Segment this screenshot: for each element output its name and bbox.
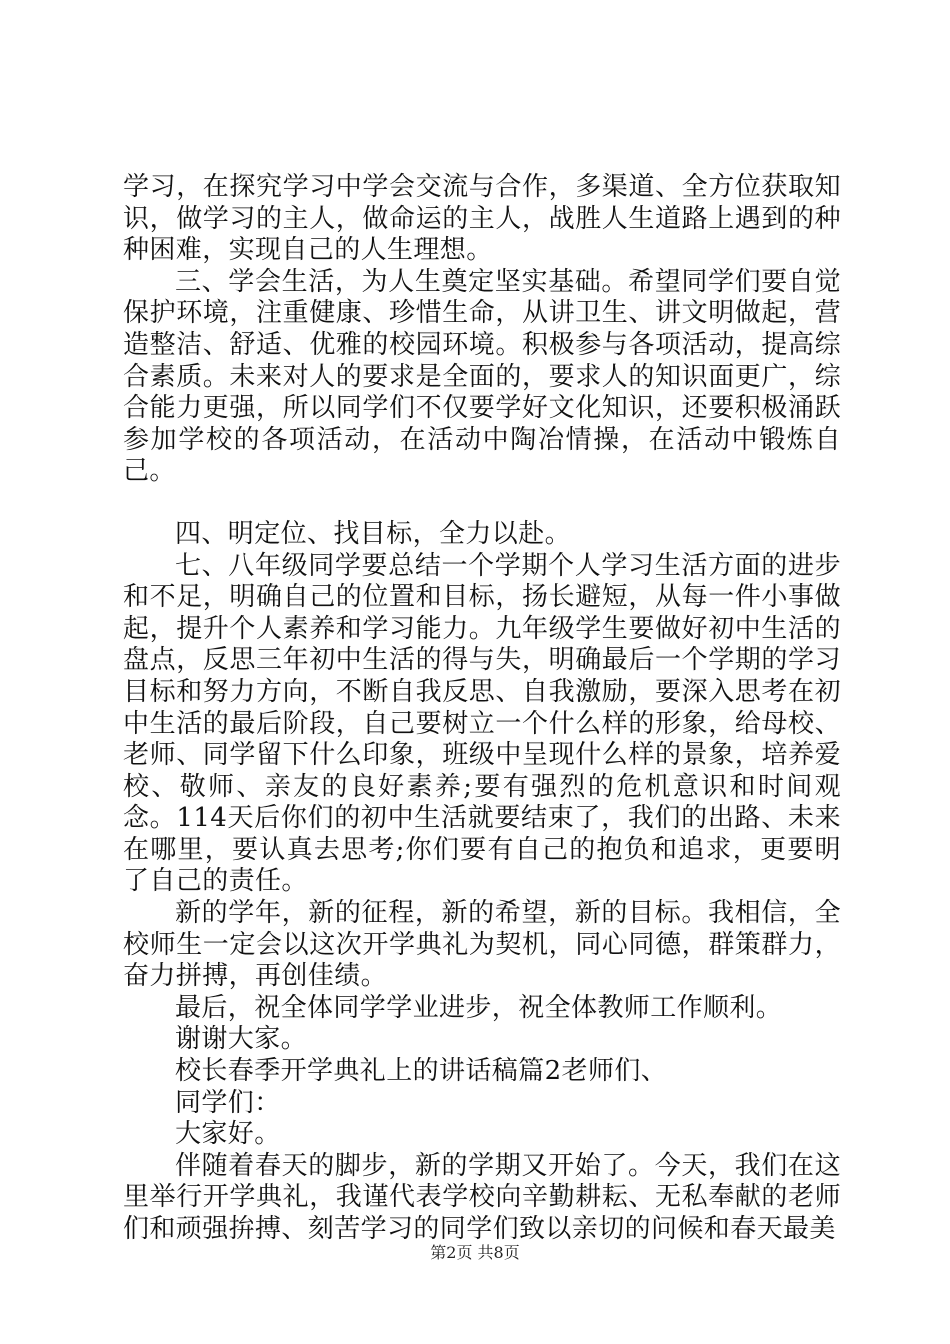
paragraph-section-three: 三、学会生活，为人生奠定坚实基础。希望同学们要自觉保护环境，注重健康、珍惜生命，从讲卫生、讲文明做起，营造整洁、舒适、优雅的校园环境。积极参与各项活动，提高综合素质。未来对人的要求是全面的，要求人的知识面更广，综合能力更强，所以同学们不仅要学好文化知识，还要积极涌跃参加学校的各项活动，在活动中陶冶情操，在活动中锻炼自己。 [123, 266, 841, 487]
page-number-footer: 第2页 共8页 [430, 1243, 520, 1262]
paragraph-new-year: 新的学年，新的征程，新的希望，新的目标。我相信，全校师生一定会以这次开学典礼为契机，同心同德，群策群力，奋力拼搏，再创佳绩。 [123, 898, 841, 992]
paragraph-spring-opening: 伴随着春天的脚步，新的学期又开始了。今天，我们在这里举行开学典礼，我谨代表学校向辛勤耕耘、无私奉献的老师们和顽强拚搏、刻苦学习的同学们致以亲切的问候和春天最美 [123, 1150, 841, 1244]
paragraph-continuation: 学习，在探究学习中学会交流与合作，多渠道、全方位获取知识，做学习的主人，做命运的主人，战胜人生道路上遇到的种种困难，实现自己的人生理想。 [123, 172, 841, 266]
paragraph-thanks: 谢谢大家。 [175, 1024, 308, 1055]
body-text [123, 172, 841, 1246]
paragraph-wishes: 最后，祝全体同学学业进步，祝全体教师工作顺利。 [175, 992, 783, 1023]
paragraph-section-four: 四、明定位、找目标，全力以赴。 [175, 518, 572, 549]
paragraph-grade-advice: 七、八年级同学要总结一个学期个人学习生活方面的进步和不足，明确自己的位置和目标，扬长避短，从每一件小事做起，提升个人素养和学习能力。九年级学生要做好初中生活的盘点，反思三年初中生活的得与失，明确最后一个学期的学习目标和努力方向，不断自我反思、自我激励，要深入思考在初中生活的最后阶段，自己要树立一个什么样的形象，给母校、老师、同学留下什么印象，班级中呈现什么样的景象，培养爱校、敬师、亲友的良好素养;要有强烈的危机意识和时间观念。114天后你们的初中生活就要结束了，我们的出路、未来在哪里，要认真去思考;你们要有自己的抱负和追求，更要明了自己的责任。 [123, 550, 841, 897]
paragraph-greeting-students: 同学们： [175, 1087, 281, 1118]
paragraph-hello: 大家好。 [175, 1119, 281, 1150]
paragraph-speech-two-title: 校长春季开学典礼上的讲话稿篇2老师们、 [175, 1056, 668, 1087]
